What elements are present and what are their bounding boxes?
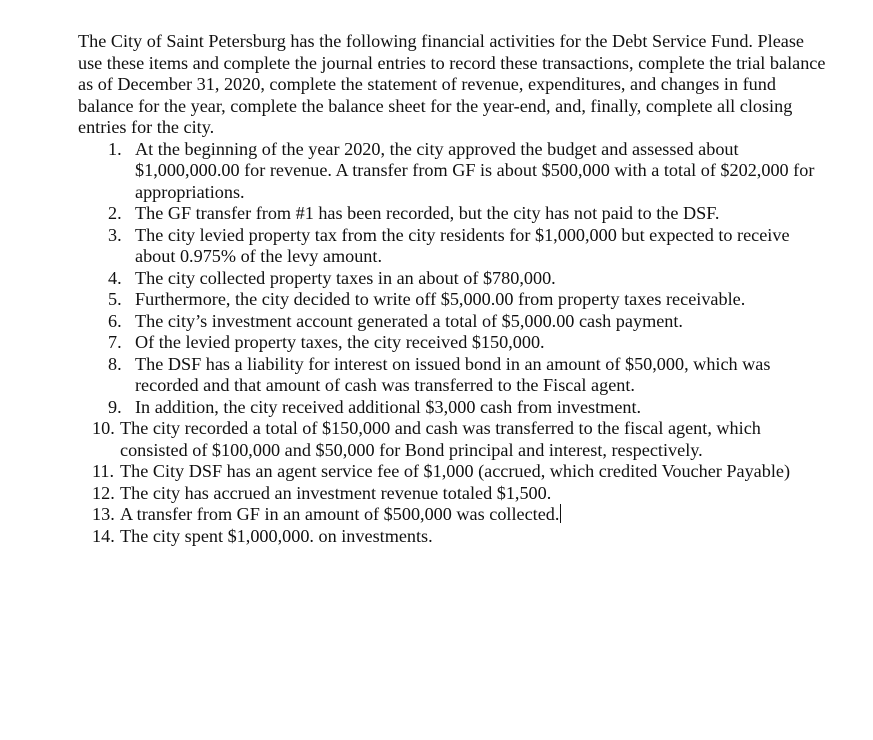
list-item <box>78 397 828 419</box>
item-text: The city has accrued an investment revenue totaled $1,500. <box>120 482 552 503</box>
item-number: 13. <box>92 504 115 524</box>
intro-paragraph: The City of Saint Petersburg has the following financial activities for the Debt Service Fund. Please use these items and complete the journal entries to record these transactions, complete the trial balance as of December 31, 2020, complete the statement of revenue, expenditures, and changes in fund balance for the year, complete the balance sheet for the year-end, and, finally, complete all closing entries for the city. <box>78 31 826 137</box>
item-number: 6. <box>108 310 122 331</box>
list-item <box>78 483 828 505</box>
item-text: In addition, the city received additional $3,000 cash from investment. <box>135 396 642 417</box>
list-item <box>78 526 828 548</box>
item-text: The City DSF has an agent service fee of $1,000 (accrued, which credited Voucher Payable) <box>120 461 791 481</box>
item-text: The city levied property tax from the city residents for $1,000,000 but expected to receive about 0.975% of the levy amount. <box>135 224 790 266</box>
item-number: 10. <box>92 418 115 438</box>
item-text: The city recorded a total of $150,000 and cash was transferred to the fiscal agent, which consisted of $100,000 and $50,000 for Bond principal and interest, respectively. <box>120 418 761 460</box>
list-item <box>78 332 828 354</box>
list-item <box>78 461 828 483</box>
item-text: Of the levied property taxes, the city received $150,000. <box>135 332 545 352</box>
text-cursor <box>560 504 561 523</box>
item-number: 11. <box>92 461 115 481</box>
list-item <box>78 504 828 526</box>
item-text: The GF transfer from #1 has been recorded, but the city has not paid to the DSF. <box>135 203 720 223</box>
list-item <box>78 418 828 461</box>
item-number: 7. <box>108 332 122 352</box>
item-number: 12. <box>92 482 115 503</box>
item-number: 8. <box>108 353 122 374</box>
item-text: Furthermore, the city decided to write off $5,000.00 from property taxes receivable. <box>135 289 746 309</box>
item-text: The DSF has a liability for interest on issued bond in an amount of $50,000, which was recorded and that amount of cash was transferred to the Fiscal agent. <box>135 353 771 395</box>
item-number: 2. <box>108 203 122 223</box>
list-item <box>78 354 828 397</box>
item-text: A transfer from GF in an amount of $500,000 was collected. <box>120 504 560 524</box>
item-number: 9. <box>108 396 122 417</box>
document-body <box>78 31 828 547</box>
item-number: 4. <box>108 267 122 288</box>
list-item <box>78 311 828 333</box>
item-text: The city spent $1,000,000. on investments. <box>120 525 433 546</box>
item-number: 5. <box>108 289 122 309</box>
transaction-list <box>78 139 828 548</box>
item-text: At the beginning of the year 2020, the city approved the budget and assessed about $1,000,000.00 for revenue. A transfer from GF is about $500,000 with a total of $202,000 for appropriations. <box>135 138 815 202</box>
item-number: 1. <box>108 138 122 159</box>
item-number: 3. <box>108 224 122 245</box>
list-item <box>78 268 828 290</box>
item-text: The city’s investment account generated a total of $5,000.00 cash payment. <box>135 310 683 331</box>
item-text: The city collected property taxes in an about of $780,000. <box>135 267 556 288</box>
list-item <box>78 289 828 311</box>
list-item <box>78 203 828 225</box>
list-item <box>78 225 828 268</box>
item-number: 14. <box>92 525 115 546</box>
list-item <box>78 139 828 204</box>
